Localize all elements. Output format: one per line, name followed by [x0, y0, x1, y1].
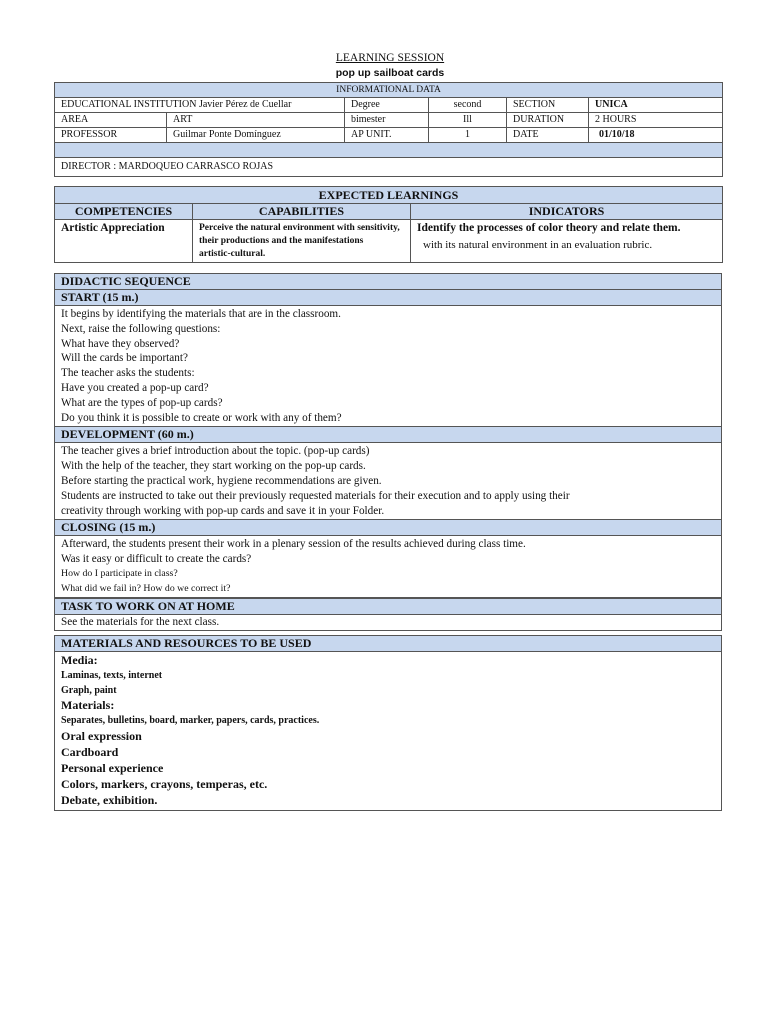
task-text: See the materials for the next class.	[55, 615, 722, 631]
didactic-sequence-table	[54, 273, 722, 598]
text-line: creativity through working with pop-up cards and save it in your Folder.	[61, 504, 385, 517]
indicator-line: with its natural environment in an evaluation rubric.	[423, 239, 653, 251]
date-label: DATE	[507, 128, 589, 143]
duration-value: 2 HOURS	[589, 113, 723, 128]
text-line: What did we fail in? How do we correct it?	[61, 582, 231, 594]
institution-cell	[55, 98, 345, 113]
start-heading: START (15 m.)	[55, 290, 722, 306]
text-line: The teacher asks the students:	[61, 367, 195, 380]
document-subtitle: pop up sailboat cards	[335, 67, 445, 79]
area-label: AREA	[55, 113, 167, 128]
competencies-header: COMPETENCIES	[55, 204, 193, 220]
media-label: Media:	[61, 653, 98, 667]
date-value: 01/10/18	[589, 128, 723, 143]
capability-line: their productions and the manifestations	[199, 236, 364, 246]
text-line: Have you created a pop-up card?	[61, 381, 209, 394]
text-line: The teacher gives a brief introduction about the topic. (pop-up cards)	[61, 445, 370, 458]
informational-data-table	[54, 82, 723, 177]
materials-heading: MATERIALS AND RESOURCES TO BE USED	[55, 636, 722, 652]
materials-line: Separates, bulletins, board, marker, papers, cards, practices.	[61, 715, 320, 726]
section-label: SECTION	[507, 98, 589, 113]
resource-line: Oral expression	[61, 729, 142, 743]
text-line: Before starting the practical work, hygiene recommendations are given.	[61, 474, 382, 487]
bimester-value: Ill	[429, 113, 507, 128]
text-line: What are the types of pop-up cards?	[61, 396, 223, 409]
indicator-line: Identify the processes of color theory and relate them.	[417, 222, 681, 234]
materials-label: Materials:	[61, 698, 115, 712]
task-table	[54, 598, 722, 631]
media-line: Graph, paint	[61, 685, 117, 696]
professor-value: Guilmar Ponte Domínguez	[167, 128, 345, 143]
development-heading: DEVELOPMENT (60 m.)	[55, 427, 722, 443]
resource-line: Debate, exhibition.	[61, 793, 158, 807]
expected-learnings-table	[54, 186, 723, 263]
institution-label: EDUCATIONAL INSTITUTION	[61, 99, 197, 110]
resource-line: Personal experience	[61, 761, 164, 775]
capability-line: artistic-cultural.	[199, 249, 266, 259]
indicator-cell	[411, 220, 723, 263]
start-content	[55, 306, 722, 427]
unit-label: AP UNIT.	[345, 128, 429, 143]
media-line: Laminas, texts, internet	[61, 670, 163, 681]
materials-content	[55, 652, 722, 811]
materials-table	[54, 635, 722, 811]
capabilities-header: CAPABILITIES	[193, 204, 411, 220]
text-line: What have they observed?	[61, 337, 180, 350]
capability-line: Perceive the natural environment with sensitivity,	[199, 223, 400, 233]
text-line: Was it easy or difficult to create the cards?	[61, 553, 252, 566]
bimester-label: bimester	[345, 113, 429, 128]
text-line: Do you think it is possible to create or work with any of them?	[61, 411, 342, 424]
text-line: How do I participate in class?	[61, 567, 178, 579]
institution-value: Javier Pérez de Cuellar	[198, 99, 292, 110]
area-value: ART	[167, 113, 345, 128]
resource-line: Cardboard	[61, 745, 119, 759]
task-heading: TASK TO WORK ON AT HOME	[55, 599, 722, 615]
closing-heading: CLOSING (15 m.)	[55, 520, 722, 536]
informational-data-heading: INFORMATIONAL DATA	[55, 83, 723, 98]
expected-learnings-heading: EXPECTED LEARNINGS	[55, 187, 723, 204]
indicators-header: INDICATORS	[411, 204, 723, 220]
text-line: Afterward, the students present their work in a plenary session of the results achieved during class time.	[61, 538, 526, 551]
section-value: UNICA	[589, 98, 723, 113]
competency-cell: Artistic Appreciation	[55, 220, 193, 263]
text-line: Students are instructed to take out their previously requested materials for their execution and to apply using their	[61, 489, 570, 502]
duration-label: DURATION	[507, 113, 589, 128]
professor-label: PROFESSOR	[55, 128, 167, 143]
director-row: DIRECTOR : MARDOQUEO CARRASCO ROJAS	[55, 158, 723, 177]
document-title: LEARNING SESSION	[335, 52, 445, 64]
capability-cell	[193, 220, 411, 263]
closing-content	[55, 536, 722, 598]
unit-value: 1	[429, 128, 507, 143]
text-line: Next, raise the following questions:	[61, 322, 221, 335]
blank-blue-row	[55, 143, 723, 158]
text-line: It begins by identifying the materials that are in the classroom.	[61, 308, 341, 320]
resource-line: Colors, markers, crayons, temperas, etc.	[61, 777, 268, 791]
development-content	[55, 443, 722, 520]
text-line: Will the cards be important?	[61, 352, 188, 365]
degree-value: second	[429, 98, 507, 113]
didactic-sequence-heading: DIDACTIC SEQUENCE	[55, 274, 722, 290]
text-line: With the help of the teacher, they start working on the pop-up cards.	[61, 460, 366, 473]
degree-label: Degree	[345, 98, 429, 113]
